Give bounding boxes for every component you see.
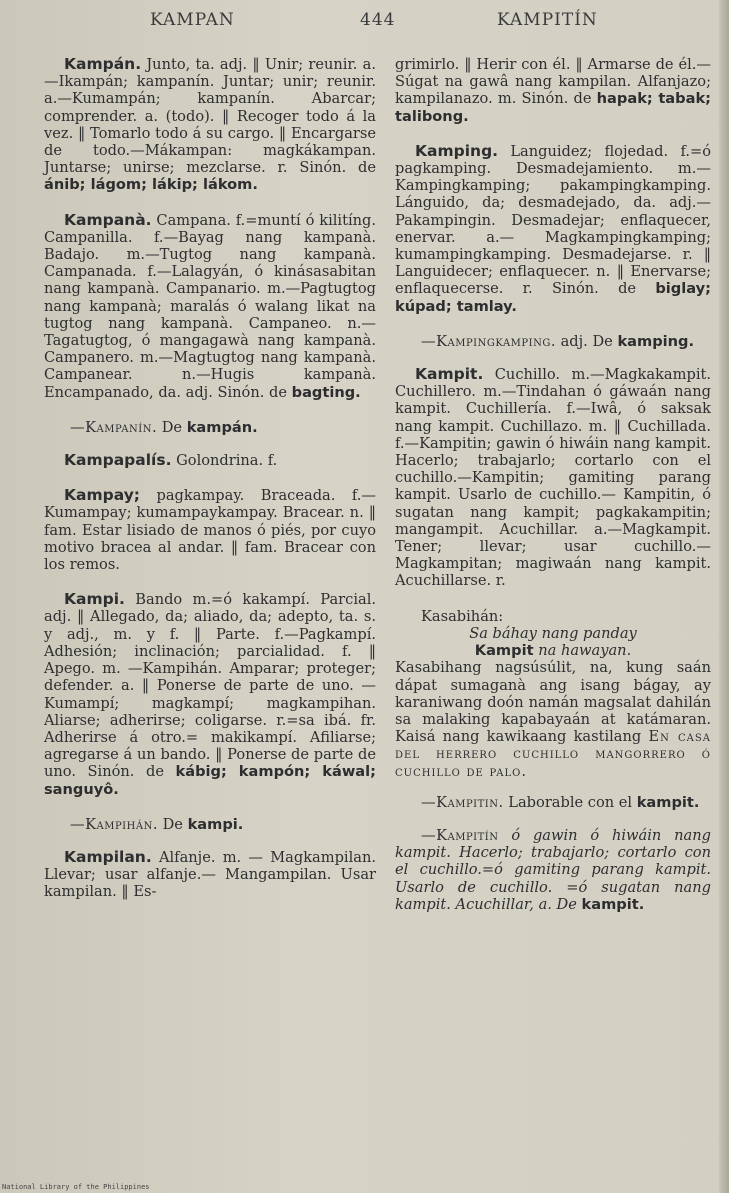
subentry-text: De xyxy=(157,418,187,436)
headword: Kamping. xyxy=(415,141,499,160)
synonyms: ánib; lágom; lákip; lákom. xyxy=(44,176,258,194)
cross-reference: kampit. xyxy=(636,793,700,811)
page-number: 444 xyxy=(360,10,396,30)
proverb-line-2 xyxy=(395,642,711,659)
synonyms: biglay; kúpad; tamlay. xyxy=(395,280,711,315)
headword: Kampi. xyxy=(64,590,125,609)
entry-kampi xyxy=(44,591,376,797)
left-column xyxy=(44,56,376,919)
definition: Junto, ta. adj. ‖ Unir; reunir. a.—Ikampán; kampanín. Juntar; unir; reunir. a.—Kumampán; kampanín. Abarcar; comprender. a. (todo). ‖ Recoger todo á la vez. ‖ Tomarlo todo á su cargo. ‖ Encargarse de todo.—Mákampan: magkákampan. Juntarse; unirse; mezclarse. r. Sinón. de xyxy=(44,56,376,177)
running-header-left: KAMPAN xyxy=(150,10,235,30)
entry-kampay xyxy=(44,487,376,573)
entry-kampilan xyxy=(44,849,376,901)
proverb-keyword: Kampit xyxy=(474,642,534,660)
definition: Golondrina. f. xyxy=(171,452,278,470)
cross-reference: kampi. xyxy=(187,815,244,833)
headword: Kampit. xyxy=(415,365,484,384)
subentry-kampanin xyxy=(44,419,376,436)
entry-kampapalis xyxy=(44,452,376,469)
subentry-label: —Kampitin. xyxy=(421,793,504,811)
definition: Alfanje. m. — Magkampilan. Llevar; usar alfanje.— Mangampilan. Usar kampilan. ‖ Es- xyxy=(44,848,376,901)
subentry-text: adj. De xyxy=(555,332,618,350)
headword: Kampapalís. xyxy=(64,451,172,470)
definition: Campana. f.=muntí ó kilitíng. Campanilla. f.—Bayag nang kampanà. Badajo. m.—Tugtog nang kampanà. Campanada. f.—Lalagyán, ó kinásasabitan nang kampanà. Campanario. m.—Pagtugtog nang kampanà; maralás ó walang likat na tugtog nang kampanà. Campaneo. n.—Tagatugtog, ó mangagawà nang kampanà. Campanero. m.—Magtugtog nang kampanà. Campanear. n.—Hugis kampanà. Encampanado, da. adj. Sinón. de xyxy=(44,211,376,401)
cross-reference: kamping. xyxy=(617,332,695,350)
definition: pagkampay. Braceada. f.—Kumampay; kumampaykampay. Bracear. n. ‖ fam. Estar lisiado de manos ó piés, por cuyo motivo bracea al andar. ‖ fam. Bracear con los remos. xyxy=(44,487,376,574)
running-header-right: KAMPITÍN xyxy=(497,10,598,30)
proverb-line-1: Sa báhay nang panday xyxy=(469,624,637,642)
proverb-line-2-rest: na hawayan. xyxy=(533,642,632,660)
proverb-title: Kasabihán: xyxy=(421,607,504,625)
proverb xyxy=(395,608,711,780)
subentry-label: —Kampitín xyxy=(421,826,499,844)
entry-kampana xyxy=(44,212,376,401)
spanish-proverb: En casa del herrero cuchillo mangorrero ó cuchillo de palo. xyxy=(395,728,711,780)
cross-reference: kampán. xyxy=(186,418,258,436)
subentry-label: —Kampingkamping. xyxy=(421,332,556,350)
entry-kampan xyxy=(44,56,376,194)
subentry-label: —Kampanín. xyxy=(70,418,158,436)
synonyms: bagting. xyxy=(291,383,361,401)
cross-reference: kampit. xyxy=(581,895,645,913)
subentry-kampingkamping xyxy=(395,333,711,350)
proverb-explanation xyxy=(395,659,711,779)
entry-kampit xyxy=(395,366,711,590)
subentry-text: De xyxy=(157,815,188,833)
synonyms: kábig; kampón; káwal; sanguyô. xyxy=(44,763,376,798)
subentry-text: Laborable con el xyxy=(503,793,637,811)
subentry-kampitin xyxy=(395,794,711,811)
subentry-text: ó gawin ó hiwáin nang kampit. Hacerlo; trabajarlo; cortarlo con el cuchillo.=ó gamiting parang kampit. Usarlo de cuchillo. =ó sugatan nang kampit. Acuchillar, a. De xyxy=(395,826,711,913)
headword: Kampán. xyxy=(64,55,142,73)
page-gutter xyxy=(719,0,729,1193)
entry-kampilan-continued xyxy=(395,56,711,125)
subentry-label: —Kampihán. xyxy=(70,815,158,833)
proverb-body-text: Kasabihang nagsúsúlit, na, kung saán dápat sumaganà ang isang bágay, ay karaniwang doón namán magsalat dahilán sa malaking kapabayaán at katámaran. Kaisá nang kawikaang kastilang xyxy=(395,659,711,746)
subentry-kampitin-2 xyxy=(395,827,711,913)
synonyms: hapak; tabak; talibong. xyxy=(395,90,711,125)
definition: Languidez; flojedad. f.=ó pagkamping. Desmadejamiento. m.—Kampingkamping; pakampingkamping. Lánguido, da; desmadejado, da. adj.—Pakampingin. Desmadejar; enflaquecer, enervar. a.— Magkampingkamping; kumampingkamping. Desmadejarse. r. ‖ Languidecer; enflaquecer. n. ‖ Enervarse; enflaquecerse. r. Sinón. de xyxy=(395,142,711,298)
headword: Kampilan. xyxy=(64,847,152,866)
entry-kamping xyxy=(395,143,711,315)
right-column xyxy=(395,56,711,929)
headword: Kampay; xyxy=(64,486,141,505)
headword: Kampanà. xyxy=(64,210,152,229)
definition: Cuchillo. m.—Magkakampit. Cuchillero. m.—Tindahan ó gáwaán nang kampit. Cuchillería. f.—Iwâ, ó saksak nang kampit. Cuchillazo. m. ‖ Cuchillada. f.—Kampitin; gawin ó hiwáin nang kampit. Hacerlo; trabajarlo; cortarlo con el cuchillo.—Kampitin; gamiting parang kampit. Usarlo de cuchillo.— Kampitin, ó sugatan nang kampit; pagkakampitin; mangampit. Acuchillar. a.—Magkampit. Tener; llevar; usar cuchillo.—Magkampitan; magiwaán nang kampit. Acuchillarse. r. xyxy=(395,366,711,590)
definition: Bando m.=ó kakampí. Parcial. adj. ‖ Allegado, da; aliado, da; adepto, ta. s. y adj., m. y f. ‖ Parte. f.—Pagkampí. Adhesión; inclinación; parcialidad. f. ‖ Apego. m. —Kampihán. Amparar; proteger; defender. a. ‖ Ponerse de parte de uno. —Kumampí; magkampí; magkampihan. Aliarse; adherirse; coligarse. r.=sa ibá. fr. Adherirse á otro.= makikampí. Afiliarse; agregarse á un bando. ‖ Ponerse de parte de uno. Sinón. de xyxy=(44,591,376,781)
library-watermark: National Library of the Philippines xyxy=(2,1183,150,1191)
definition: grimirlo. ‖ Herir con él. ‖ Armarse de él.—Súgat na gawâ nang kampilan. Alfanjazo; kampilanazo. m. Sinón. de xyxy=(395,56,711,108)
subentry-kampihan xyxy=(44,816,376,833)
